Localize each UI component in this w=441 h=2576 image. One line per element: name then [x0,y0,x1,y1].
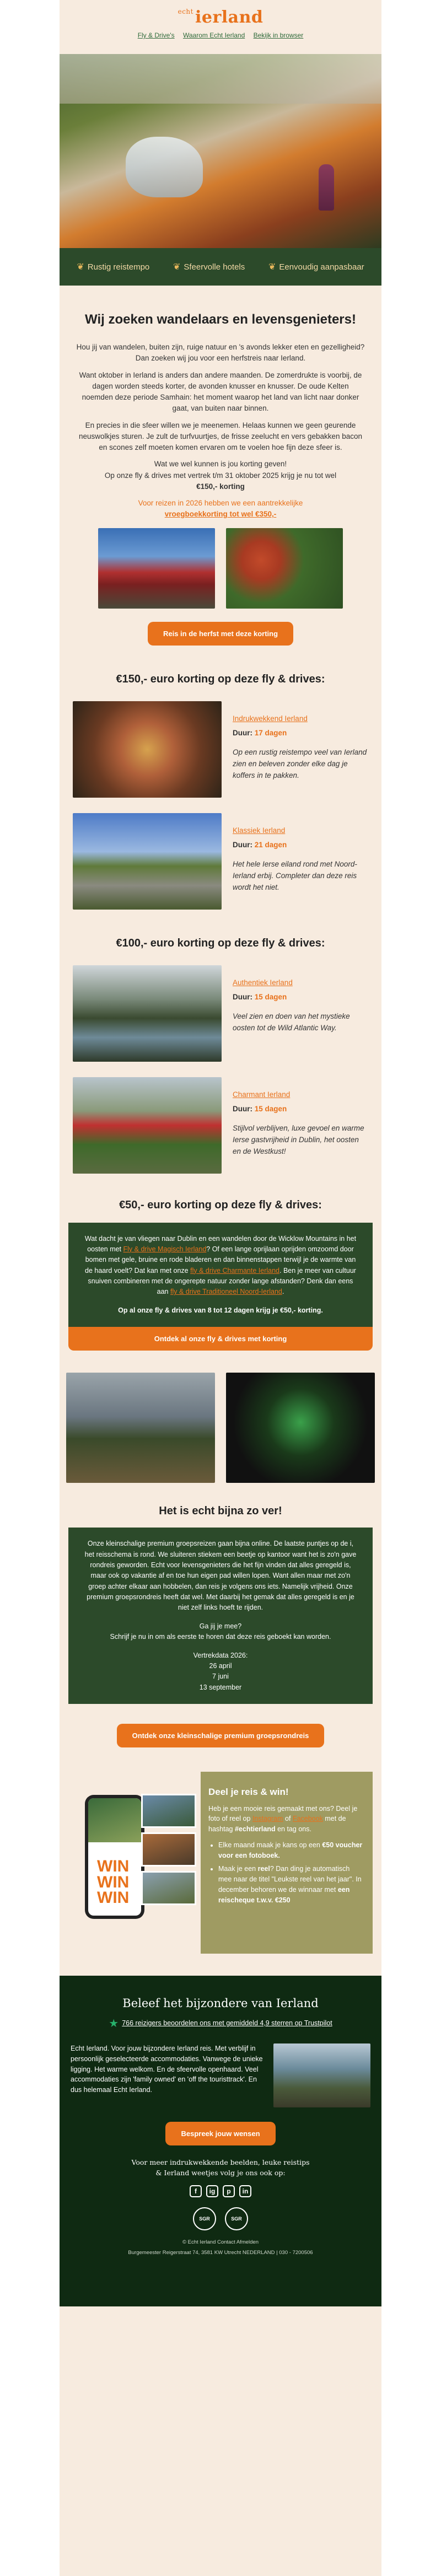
hero-sky [60,54,381,104]
list-item: • Maak je een reel? Dan ding je automatisch mee naar de titel "Leukste reel van het jaar". In december behoren we de winnaar met een reischeque t.w.v. €250 [218,1864,365,1905]
trip-name-link[interactable]: Authentiek Ierland [233,978,293,987]
footer-body [60,2030,381,2107]
cta-fly-drives-button[interactable]: Ontdek al onze fly & drives met korting [68,1327,373,1351]
photo-tree-lake[interactable] [73,965,222,1062]
vroegboek-link[interactable]: vroegboekkorting tot wel €350,- [164,510,277,519]
hero-image[interactable] [60,54,381,248]
top-links [60,31,381,39]
link-magisch[interactable]: Fly & drive Magisch Ierland [123,1245,207,1253]
groep-p2: Ga jij je mee? Schrijf je nu in om als eerste te horen dat deze reis geboekt kan worden. [110,1622,331,1641]
hero-person [319,164,334,211]
sec100-title: €100,- euro korting op deze fly & drives: [116,937,325,949]
facebook-link[interactable]: Facebook [292,1815,323,1823]
win-text: WIN WIN WIN [97,1857,130,1907]
link-waarom[interactable]: Waarom Echt Ierland [183,31,245,39]
intro-p2: Want oktober in Ierland is anders dan andere maanden. De zomerdrukte is voorbij, de dagen worden steeds korter, de avonden knusser en knusser. De oude Kelten noemden deze periode Samhain: het moment waarop het land van licht naar donker gaat, van buiten naar binnen. [79,370,362,413]
trip-duration: Duur: 15 dagen [233,993,287,1002]
cta-groepsreis-button[interactable]: Ontdek onze kleinschalige premium groepsrondreis [117,1724,325,1747]
list-item: • Elke maand maak je kans op een €50 voucher voor een fotoboek. [218,1840,365,1861]
hero-stream [126,137,203,197]
leaf-icon: ❦ [173,262,181,272]
trip-info [233,813,368,910]
photo-guinness-pub[interactable] [226,1373,375,1483]
promo-text [201,1772,373,1954]
groep-box [68,1528,373,1704]
link-charmante[interactable]: fly & drive Charmante Ierland [190,1266,280,1274]
trustpilot [60,2016,381,2030]
promo-block [68,1772,373,1954]
footer-address: Burgemeester Reigerstraat 74, 3581 KW Utrecht NEDERLAND | 030 - 7200506 [128,2249,313,2256]
trustpilot-star-icon: ★ [109,2018,119,2030]
intro-p1: Hou jij van wandelen, buiten zijn, ruige natuur en 's avonds lekker eten en gezelligheid? Dan zoeken wij jou voor een herfstreis naar Ierland. [76,343,365,363]
trip-info [233,701,368,798]
follow-text: Voor meer indrukwekkende beelden, leuke reistips & Ierland weetjes volg je ons ook op: [131,2158,310,2177]
sec150-title: €150,- euro korting op deze fly & drives: [116,673,325,685]
social-icons [60,2185,381,2197]
usp-item: ❦ Eenvoudig aanpasbaar [268,262,364,272]
trip-desc: Op een rustig reistempo veel van Ierland zien en beleven zonder elke dag je koffers in te pakken. [233,748,367,780]
groep-title: Het is echt bijna zo ver! [159,1505,282,1518]
photo-market-stall[interactable] [98,528,215,609]
usp-item: ❦ Rustig reistempo [77,262,150,272]
leaf-icon: ❦ [268,262,276,272]
trip-card [60,701,381,798]
cta3-wrap [60,1724,381,1747]
image-row-2 [60,1373,381,1483]
link-fly-drives[interactable]: Fly & Drive's [137,31,175,39]
promo-p1: Heb je een mooie reis gemaakt met ons? Deel je foto of reel op Instagram of Facebook met de hashtag #echtierland en tag ons. [208,1804,358,1833]
trip-desc: Stijlvol verblijven, luxe gevoel en warme Ierse gastvrijheid in Dublin, het oosten en de Westkust! [233,1124,364,1156]
trip-card [60,965,381,1062]
trip-duration: Duur: 21 dagen [233,841,287,849]
footer-title: Beleef het bijzondere van Ierland [122,1997,319,2010]
certifications [60,2207,381,2230]
trip-info [233,965,368,1062]
sec50-title: €50,- euro korting op deze fly & drives: [119,1198,322,1211]
trip-duration: Duur: 15 dagen [233,1105,287,1114]
photo-coast[interactable] [66,1373,215,1483]
intro-p5: Voor reizen in 2026 hebben we een aantrekkelijke vroegboekkorting tot wel €350,- [138,499,303,519]
image-row-1 [60,528,381,609]
groep-dates: Vertrekdata 2026: 26 april 7 juni 13 september [193,1651,248,1691]
sgr-seal-icon: SGR [193,2207,216,2230]
email-body [60,0,381,2576]
trip-info [233,1077,368,1174]
trip-name-link[interactable]: Charmant Ierland [233,1090,291,1099]
linkedin-icon[interactable]: in [239,2185,251,2197]
pinterest-icon[interactable]: p [223,2185,235,2197]
trustpilot-link[interactable]: 766 reizigers beoordelen ons met gemiddeld 4,9 sterren op Trustpilot [122,2019,332,2027]
cta1-wrap [60,622,381,646]
header [60,0,381,54]
photo-flowers[interactable] [73,1077,222,1174]
promo-image[interactable] [68,1772,201,1954]
trip-card [60,813,381,910]
promo-list [218,1840,365,1906]
footer [60,1976,381,2306]
promo-title: Deel je reis & win! [208,1787,289,1797]
photo-food[interactable] [73,701,222,798]
cta2-wrap [68,1327,373,1351]
facebook-icon[interactable]: f [190,2185,202,2197]
sec50-text: Wat dacht je van vliegen naar Dublin en een wandelen door de Wicklow Mountains in het oosten met Fly & drive Magisch Ierland? Of een lange oprijlaan oprijden omzoomd door bomen met gele, bruine en rode bladeren en dan binnenstappen terwijl je de warmte van de haard voelt? Dat kan met onze fly & drive Charmante Ierland. Ben je meer van cultuur snuiven combineren met de ongerepte natuur zonder lange afstanden? Denk dan eens aan fly & drive Traditioneel Noord-Ierland. [84,1234,357,1296]
phone-graphic [85,1795,144,1919]
cta-herfst-button[interactable]: Reis in de herfst met deze korting [148,622,293,646]
photo-autumn-leaves[interactable] [226,528,343,609]
link-browser[interactable]: Bekijk in browser [253,31,304,39]
photo-road[interactable] [73,813,222,910]
intro-title: Wij zoeken wandelaars en levensgenieters! [85,312,356,327]
usp-item: ❦ Sfeervolle hotels [173,262,245,272]
intro-p3: En precies in die sfeer willen we je meenemen. Helaas kunnen we geen geurende neuswolkjes sturen. Je zult de turfvuurtjes, de frisse zeelucht en vers gebakken bacon en scones zelf moeten komen ervaren om te voelen hoe fijn deze sfeer is. [78,421,363,451]
sgr-seal-icon: SGR [225,2207,248,2230]
footer-links[interactable]: © Echt Ierland Contact Afmelden [182,2239,259,2245]
link-noord[interactable]: fly & drive Traditioneel Noord-Ierland [170,1288,282,1296]
trip-name-link[interactable]: Indrukwekkend Ierland [233,714,308,723]
trip-desc: Het hele Ierse eiland rond met Noord-Ierland erbij. Completer dan deze reis wordt het niet. [233,860,357,892]
sec50-bold: Op al onze fly & drives van 8 tot 12 dagen krijg je €50,- korting. [118,1306,323,1314]
photo-group-tour[interactable] [273,2043,370,2107]
sec50-box [68,1223,373,1327]
intro-p4: Wat we wel kunnen is jou korting geven! Op onze fly & drives met vertrek t/m 31 oktober 2025 krijg je nu tot wel €150,- korting [104,460,337,491]
footer-cta-wrap [60,2122,381,2145]
instagram-link[interactable]: Instagram [252,1815,283,1823]
leaf-icon: ❦ [77,262,84,272]
intro-text [60,342,381,520]
bespreek-button[interactable]: Bespreek jouw wensen [165,2122,275,2145]
photo-collage [141,1794,196,1910]
groep-p1: Onze kleinschalige premium groepsreizen gaan bijna online. De laatste puntjes op de i, het reisschema is rond. We sluiteren stiekem een beetje op kantoor want het is zo'n gave rondreis geworden. Echt voor levensgenieters die het fijn vinden dat alles geregeld is, maar ook op vakantie af en toe hun eigen pad willen lopen. Want allen maar met zo'n groep achter elkaar aan hobbelen, dan reis je volgens ons iets. Namelijk vrijheid. Onze premium groepsrondreis heeft dat wel. Met daarbij het gemak dat alles geregeld is en je niet zelf links hoeft te rijden. [84,1540,357,1612]
instagram-icon[interactable]: ig [206,2185,218,2197]
trip-duration: Duur: 17 dagen [233,729,287,738]
trip-desc: Veel zien en doen van het mystieke oosten tot de Wild Atlantic Way. [233,1012,350,1032]
usp-bar [60,248,381,286]
logo[interactable]: $^{echt}$ ierland [178,8,263,27]
trip-name-link[interactable]: Klassiek Ierland [233,826,286,835]
footer-text: Echt Ierland. Voor jouw bijzondere Ierland reis. Met verblijf in persoonlijk geselecteerde accommodaties. Vanwege de unieke ligging. Het warme welkom. En de sfeervolle openhaard. Veel accommodaties zijn 'family owned' en 'off the touristtrack'. En dus helemaal Echt Ierland. [71,2045,263,2094]
trip-card [60,1077,381,1174]
